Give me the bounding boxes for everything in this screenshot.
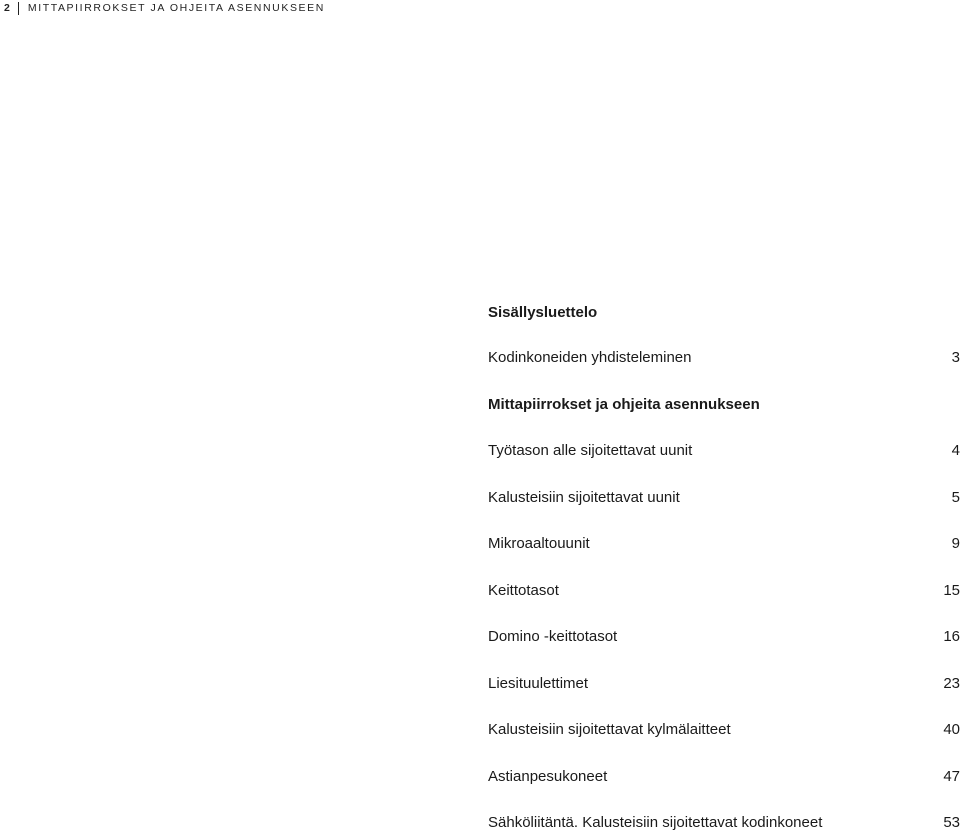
toc-entry-label: Liesituulettimet	[488, 674, 589, 692]
toc-section-heading	[488, 394, 960, 416]
toc-entry-page: 47	[943, 767, 960, 785]
toc-entry	[488, 533, 960, 555]
toc-entry	[488, 766, 960, 788]
toc-entry-label: Työtason alle sijoitettavat uunit	[488, 442, 693, 459]
toc-entry-page: 5	[951, 488, 960, 506]
toc-entry	[488, 626, 960, 648]
toc-entry	[488, 487, 960, 509]
page-number: 2	[4, 2, 10, 14]
toc-entry	[488, 580, 960, 602]
toc-entry	[488, 719, 960, 741]
toc-entry-page: 4	[951, 442, 960, 459]
running-title: MITTAPIIRROKSET JA OHJEITA ASENNUKSEEN	[27, 2, 325, 14]
toc-entry-page: 15	[943, 581, 960, 599]
toc-entry-page: 16	[943, 628, 960, 645]
toc-entry-page: 53	[943, 814, 960, 831]
header-divider	[18, 2, 19, 15]
toc-entry-label: Kodinkoneiden yhdisteleminen	[488, 349, 692, 366]
running-header	[4, 0, 325, 16]
toc-entry-label: Domino -keittotasot	[488, 628, 618, 645]
toc-entry	[488, 812, 960, 834]
toc-entry-page: 40	[943, 721, 960, 738]
toc-entry	[488, 673, 960, 695]
toc-entry-page: 23	[943, 674, 960, 692]
toc-entry-page: 9	[951, 535, 960, 552]
toc-entry-label: Sähköliitäntä. Kalusteisiin sijoitettavat kodinkoneet	[488, 814, 823, 831]
toc-entry-label: Mittapiirrokset ja ohjeita asennukseen	[488, 395, 760, 413]
toc-entry	[488, 347, 960, 369]
toc-entry-label: Kalusteisiin sijoitettavat kylmälaitteet	[488, 721, 731, 738]
toc-title: Sisällysluettelo	[488, 304, 598, 321]
toc-entry-label: Mikroaaltouunit	[488, 535, 590, 552]
toc-entry	[488, 440, 960, 462]
toc-entry-label: Kalusteisiin sijoitettavat uunit	[488, 488, 680, 506]
toc-entry-page: 3	[951, 349, 960, 366]
toc-entry-label: Astianpesukoneet	[488, 767, 608, 785]
toc-entry-label: Keittotasot	[488, 581, 559, 599]
